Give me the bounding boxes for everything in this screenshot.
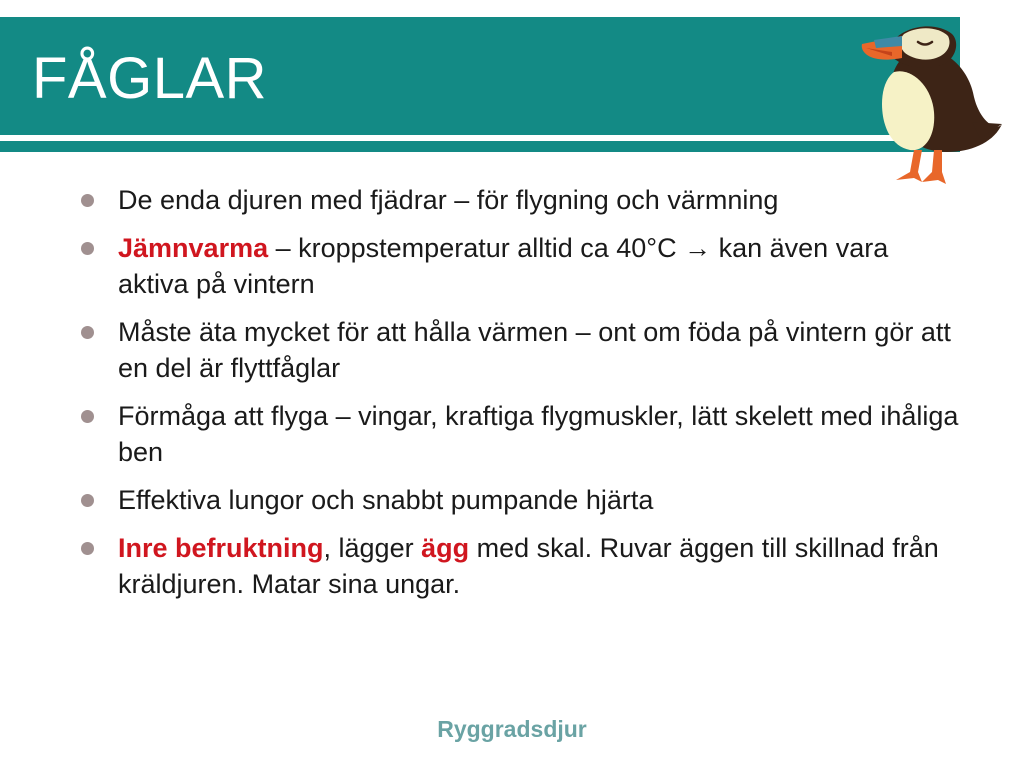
bullet-text: Effektiva lungor och snabbt pumpande hjärta bbox=[118, 485, 654, 515]
slide-title: FÅGLAR bbox=[32, 46, 268, 111]
puffin-illustration bbox=[852, 12, 1012, 192]
bullet-item-6 bbox=[80, 530, 960, 602]
footer-label: Ryggradsdjur bbox=[437, 716, 587, 742]
bullet-text: , lägger bbox=[323, 533, 422, 563]
bullet-dot bbox=[81, 326, 94, 339]
bullet-list bbox=[80, 182, 960, 614]
bullet-dot bbox=[81, 494, 94, 507]
bullet-dot bbox=[81, 194, 94, 207]
title-underline bbox=[0, 141, 960, 152]
bullet-dot bbox=[81, 410, 94, 423]
bullet-text: med skal. Ruvar äggen till skillnad från kräldjuren. Matar sina ungar. bbox=[118, 533, 939, 599]
bullet-highlight: Inre befruktning bbox=[118, 533, 324, 563]
bullet-highlight: ägg bbox=[421, 533, 470, 563]
bullet-item-1 bbox=[80, 182, 960, 218]
bullet-item-3 bbox=[80, 314, 960, 386]
bullet-item-5 bbox=[80, 482, 960, 518]
bullet-text: Måste äta mycket för att hålla värmen – ont om föda på vintern gör att en del är flyttfåglar bbox=[118, 317, 951, 383]
bullet-item-4 bbox=[80, 398, 960, 470]
bullet-text: De enda djuren med fjädrar – för flygning och värmning bbox=[118, 185, 779, 215]
bullet-dot bbox=[81, 242, 94, 255]
bullet-text: – kroppstemperatur alltid ca 40°C → kan även vara aktiva på vintern bbox=[118, 233, 889, 299]
bullet-item-2 bbox=[80, 230, 960, 302]
bullet-dot bbox=[81, 542, 94, 555]
bullet-highlight: Jämnvarma bbox=[118, 233, 269, 263]
bullet-text: Förmåga att flyga – vingar, kraftiga flygmuskler, lätt skelett med ihåliga ben bbox=[118, 401, 959, 467]
